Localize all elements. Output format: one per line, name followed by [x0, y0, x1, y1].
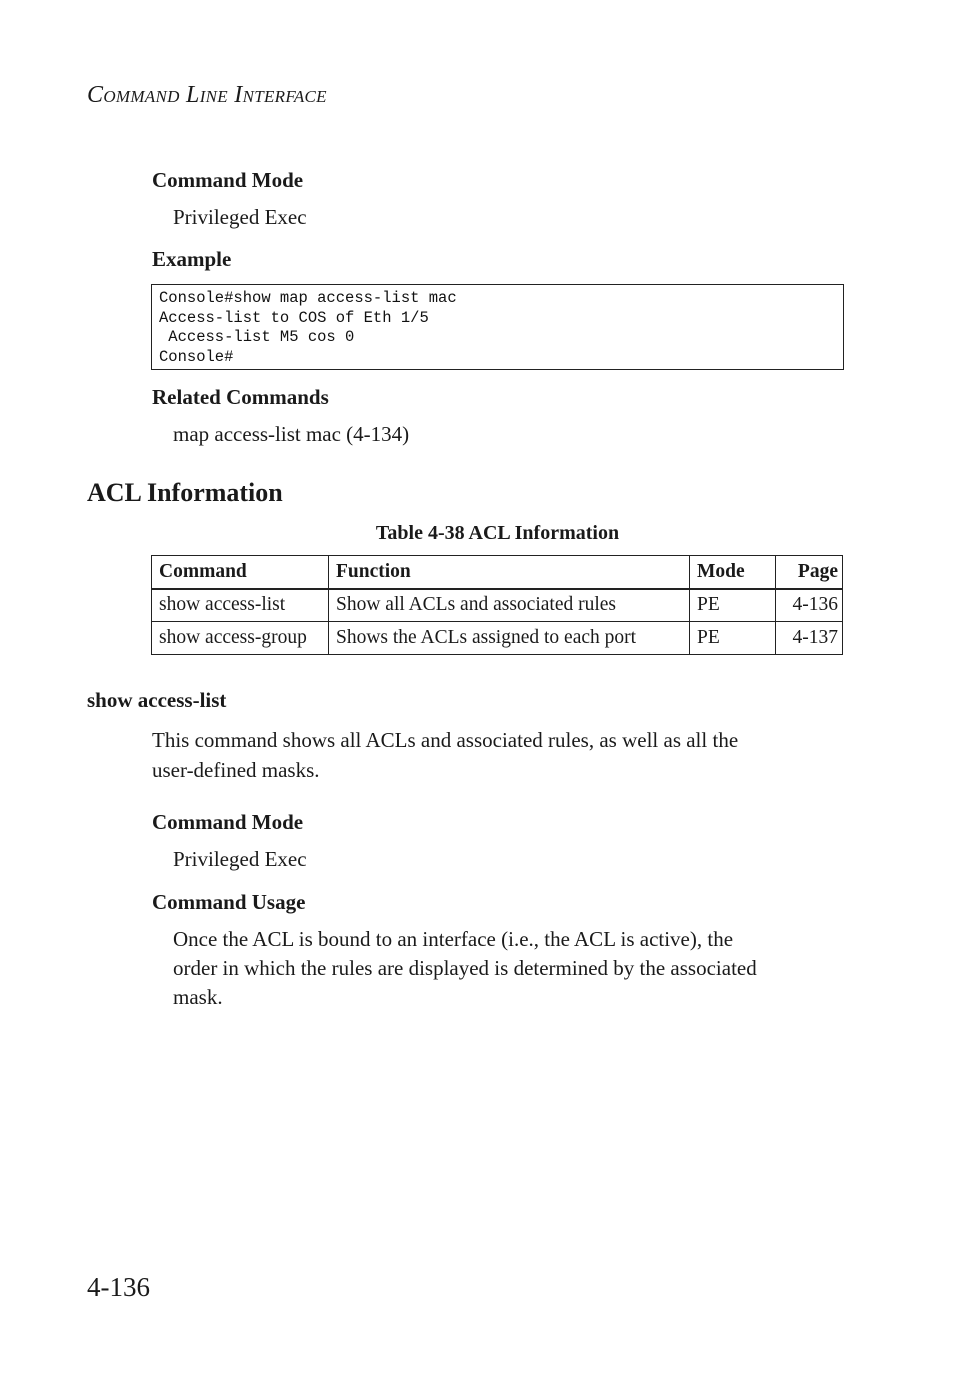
- table-cell: Shows the ACLs assigned to each port: [329, 622, 690, 655]
- table-cell: show access-group: [152, 622, 329, 655]
- usage-line: order in which the rules are displayed is determined by the associated: [173, 956, 757, 980]
- example-heading: Example: [152, 247, 232, 271]
- table-cell: 4-136: [776, 589, 843, 622]
- usage-line: Once the ACL is bound to an interface (i.e., the ACL is active), the: [173, 927, 734, 951]
- related-commands-text: map access-list mac (4-134): [173, 422, 410, 446]
- subsection-title: show access-list: [87, 688, 227, 712]
- command-mode-heading: Command Mode: [152, 168, 304, 192]
- column-header: Command: [152, 556, 329, 589]
- code-line: Console#show map access-list mac: [159, 289, 457, 307]
- column-header: Mode: [690, 556, 776, 589]
- table-cell: PE: [690, 589, 776, 622]
- running-header: COMMAND LINE INTERFACE: [87, 82, 327, 108]
- code-line: Access-list M5 cos 0: [159, 328, 355, 346]
- page-number: 4-136: [87, 1272, 150, 1302]
- section-title: ACL Information: [87, 478, 283, 507]
- command-mode-text: Privileged Exec: [173, 847, 307, 871]
- table-cell: 4-137: [776, 622, 843, 655]
- table-cell: show access-list: [152, 589, 329, 622]
- description-line: This command shows all ACLs and associated rules, as well as all the: [152, 728, 739, 752]
- description-line: user-defined masks.: [152, 758, 320, 782]
- acl-table: [151, 555, 843, 655]
- table-row: [152, 589, 843, 622]
- table-cell: Show all ACLs and associated rules: [329, 589, 690, 622]
- column-header: Function: [329, 556, 690, 589]
- command-usage-heading: Command Usage: [152, 890, 306, 914]
- table-caption: Table 4-38 ACL Information: [375, 522, 620, 544]
- code-line: Access-list to COS of Eth 1/5: [159, 308, 429, 327]
- command-mode-heading: Command Mode: [152, 810, 304, 834]
- table-row: [152, 622, 843, 655]
- table-cell: PE: [690, 622, 776, 655]
- usage-line: mask.: [173, 985, 223, 1009]
- related-commands-heading: Related Commands: [152, 385, 329, 409]
- code-example-box: [151, 284, 844, 370]
- code-line: Console#: [159, 347, 234, 366]
- command-mode-text: Privileged Exec: [173, 205, 307, 229]
- table-header-row: [152, 556, 843, 589]
- column-header: Page: [776, 556, 843, 589]
